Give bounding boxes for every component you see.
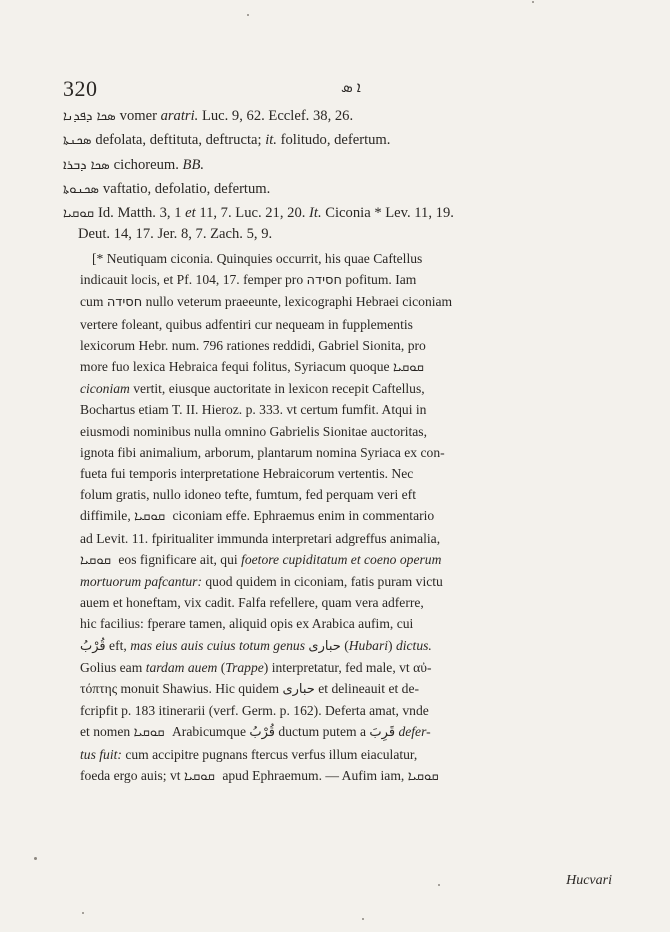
syriac-headword: ܩܘܩܝܐ bbox=[63, 206, 94, 221]
text-run: eiusmodi nominibus nulla omnino Gabrielis Sionitae auctoritas, bbox=[80, 423, 427, 439]
text-run: Ciconia * Lev. 11, 19. bbox=[321, 205, 454, 221]
paper-speck bbox=[34, 857, 37, 860]
text-run: eos fignificare ait, qui bbox=[114, 551, 242, 567]
note-line bbox=[80, 549, 625, 571]
paper-speck bbox=[532, 1, 534, 3]
hebrew-word: חסידה bbox=[306, 273, 342, 289]
text-run: 11, 7. Luc. 21, 20. bbox=[195, 205, 310, 221]
syriac-word: ܩܘܩܝܐ bbox=[407, 768, 439, 784]
syriac-word: ܩܘܩܝܐ bbox=[133, 725, 165, 741]
text-run: foeda ergo auis; vt bbox=[80, 767, 184, 783]
italic-text: defer- bbox=[398, 724, 431, 740]
syriac-headword: ܣܟܢܬܐ bbox=[63, 133, 92, 148]
note-line bbox=[80, 635, 625, 657]
text-run: vertere foleant, quibus adfentiri cur nequeam in fupplementis bbox=[80, 316, 413, 332]
syriac-headword: ܣܟܐ ܕܦܕܢܐ bbox=[63, 109, 116, 124]
arabic-word: حبارى bbox=[308, 638, 341, 654]
italic-text: Hubari bbox=[348, 637, 389, 653]
text-run: τόπτης monuit Shawius. Hic quidem bbox=[80, 681, 283, 697]
note-line bbox=[80, 678, 625, 700]
arabic-word: حبارى bbox=[282, 682, 315, 698]
text-run: cum bbox=[80, 294, 107, 310]
text-run: ) interpretatur, fed male, vt αὐ- bbox=[263, 659, 432, 675]
text-run: Luc. 9, 62. Ecclef. 38, 26. bbox=[198, 108, 354, 124]
arabic-word: قُرْبُ bbox=[80, 638, 106, 654]
text-run: ) bbox=[388, 637, 396, 653]
note-line bbox=[80, 528, 625, 549]
text-run: hic facilius: fperare tamen, aliquid opis ex Arabica aufim, cui bbox=[80, 616, 414, 632]
catchword: Hucvari bbox=[566, 873, 612, 888]
note-line bbox=[80, 421, 625, 442]
text-run: quod quidem in ciconiam, fatis puram victu bbox=[201, 574, 443, 590]
italic-text: It. bbox=[309, 205, 322, 221]
note-line bbox=[80, 399, 625, 420]
note-line bbox=[80, 378, 625, 399]
italic-text: foetore cupiditatum et coeno operum bbox=[241, 551, 442, 567]
syriac-word: ܩܘܩܝܐ bbox=[134, 509, 166, 525]
note-line bbox=[80, 335, 625, 356]
text-run: eft, bbox=[105, 637, 131, 653]
text-run: vomer bbox=[119, 108, 161, 124]
hebrew-word: חסידה bbox=[106, 295, 143, 311]
text-run: et nomen bbox=[80, 724, 134, 740]
note-line bbox=[80, 463, 625, 484]
note-line bbox=[80, 657, 625, 678]
text-run: vertit, eiusque auctoritate in lexicon recepit Caftellus, bbox=[129, 381, 425, 397]
text-run: fcripfit p. 183 itinerarii (verf. Germ. p. 162). Deferta amat, vnde bbox=[80, 703, 429, 719]
italic-text: dictus. bbox=[395, 637, 432, 653]
italic-text: mas eius auis cuius totum genus bbox=[130, 637, 306, 653]
entry-line bbox=[63, 153, 623, 178]
text-run: cum accipitre pugnans ftercus verfus illum eiaculatur, bbox=[121, 746, 418, 762]
arabic-word: قَرِبَ bbox=[369, 725, 396, 741]
note-line bbox=[80, 291, 625, 313]
note-line bbox=[80, 269, 625, 291]
arabic-word: قُرْبُ bbox=[249, 725, 276, 741]
note-line bbox=[80, 721, 625, 743]
entry-line bbox=[63, 177, 623, 202]
text-run: et delineauit et de- bbox=[314, 681, 420, 697]
entry-line bbox=[63, 104, 623, 129]
text-run: ad Levit. 11. fpiritualiter immunda interpretari adgreffus animalia, bbox=[80, 530, 441, 546]
page-header bbox=[63, 76, 610, 102]
text-run: ( bbox=[340, 637, 349, 653]
text-run: nullo veterum praeeunte, lexicographi Hebraei ciconiam bbox=[142, 294, 453, 310]
paper-speck bbox=[247, 14, 249, 16]
text-run: Id. Matth. 3, 1 bbox=[97, 205, 186, 221]
text-run: lexicorum Hebr. num. 796 rationes reddidi, Gabriel Sionita, pro bbox=[80, 337, 426, 353]
commentary-note bbox=[80, 248, 625, 787]
text-run: folum gratis, nullo idoneo tefte, fumtum, fed perquam veri eft bbox=[80, 487, 416, 503]
paper-speck bbox=[438, 884, 440, 886]
note-line bbox=[80, 314, 625, 335]
text-run: [* Neutiquam ciconia. Quinquies occurrit, his quae Caftellus bbox=[92, 251, 423, 266]
note-line bbox=[80, 592, 625, 613]
note-line bbox=[80, 765, 625, 787]
note-line bbox=[80, 248, 625, 269]
text-run: Golius eam bbox=[80, 659, 146, 675]
text-run: diffimile, bbox=[80, 508, 135, 524]
syriac-word: ܩܘܩܝܐ bbox=[183, 768, 215, 784]
note-line bbox=[80, 484, 625, 505]
italic-text: mortuorum pafcantur: bbox=[80, 574, 202, 590]
text-run: Bochartus etiam T. II. Hieroz. p. 333. vt certum fumfit. Atqui in bbox=[80, 402, 427, 418]
text-run: ( bbox=[217, 659, 226, 675]
note-line bbox=[80, 700, 625, 721]
text-run: ductum putem a bbox=[275, 724, 370, 740]
note-line bbox=[80, 613, 625, 634]
text-run: pofitum. Iam bbox=[341, 272, 417, 288]
text-run: auem et honeftam, vix cadit. Falfa refellere, quam vera adferre, bbox=[80, 595, 424, 611]
italic-text: Trappe bbox=[225, 659, 264, 675]
text-run: Arabicumque bbox=[168, 724, 250, 740]
text-run: apud Ephraemum. — Aufim iam, bbox=[218, 767, 408, 783]
entry-line bbox=[63, 128, 623, 153]
italic-text: tus fuit: bbox=[80, 746, 122, 762]
running-head: ܐ ܣ bbox=[341, 80, 361, 96]
italic-text: aratri. bbox=[160, 108, 199, 124]
text-run: more fuo lexica Hebraica fequi folitus, Syriacum quoque bbox=[80, 359, 393, 375]
note-line bbox=[80, 356, 625, 378]
italic-text: ciconiam bbox=[80, 381, 130, 397]
text-run: indicauit locis, et Pf. 104, 17. femper pro bbox=[80, 272, 307, 288]
syriac-word: ܩܘܩܝܐ bbox=[80, 552, 111, 568]
text-run: cichoreum. bbox=[113, 157, 183, 173]
note-line bbox=[80, 442, 625, 463]
italic-text: et bbox=[185, 205, 196, 221]
text-run: ciconiam effe. Ephraemus enim in commentario bbox=[169, 508, 435, 524]
syriac-headword: ܣܟܢܘܬܐ bbox=[63, 182, 99, 197]
text-run: folitudo, defertum. bbox=[276, 132, 391, 148]
note-line bbox=[80, 571, 625, 592]
note-line bbox=[80, 505, 625, 527]
syriac-word: ܩܘܩܝܐ bbox=[392, 360, 424, 376]
syriac-headword: ܣܟܐ ܕܒܪܐ bbox=[63, 158, 110, 173]
text-run: fueta fui temporis interpretatione Hebraicorum vertentis. Nec bbox=[80, 466, 414, 482]
italic-text: BB. bbox=[182, 157, 205, 173]
note-line bbox=[80, 744, 625, 765]
paper-speck bbox=[362, 918, 364, 920]
text-run: Deut. 14, 17. Jer. 8, 7. Zach. 5, 9. bbox=[78, 226, 273, 242]
entry-line bbox=[78, 222, 638, 246]
text-run: ignota fibi animalium, arborum, plantarum nomina Syriaca ex con- bbox=[80, 444, 445, 460]
paper-speck bbox=[82, 912, 84, 914]
page-number: 320 bbox=[63, 76, 98, 101]
italic-text: it. bbox=[265, 132, 277, 148]
italic-text: tardam auem bbox=[145, 659, 218, 675]
text-run: defolata, deftituta, deftructa; bbox=[95, 132, 266, 148]
text-run: vaftatio, defolatio, defertum. bbox=[102, 181, 271, 197]
